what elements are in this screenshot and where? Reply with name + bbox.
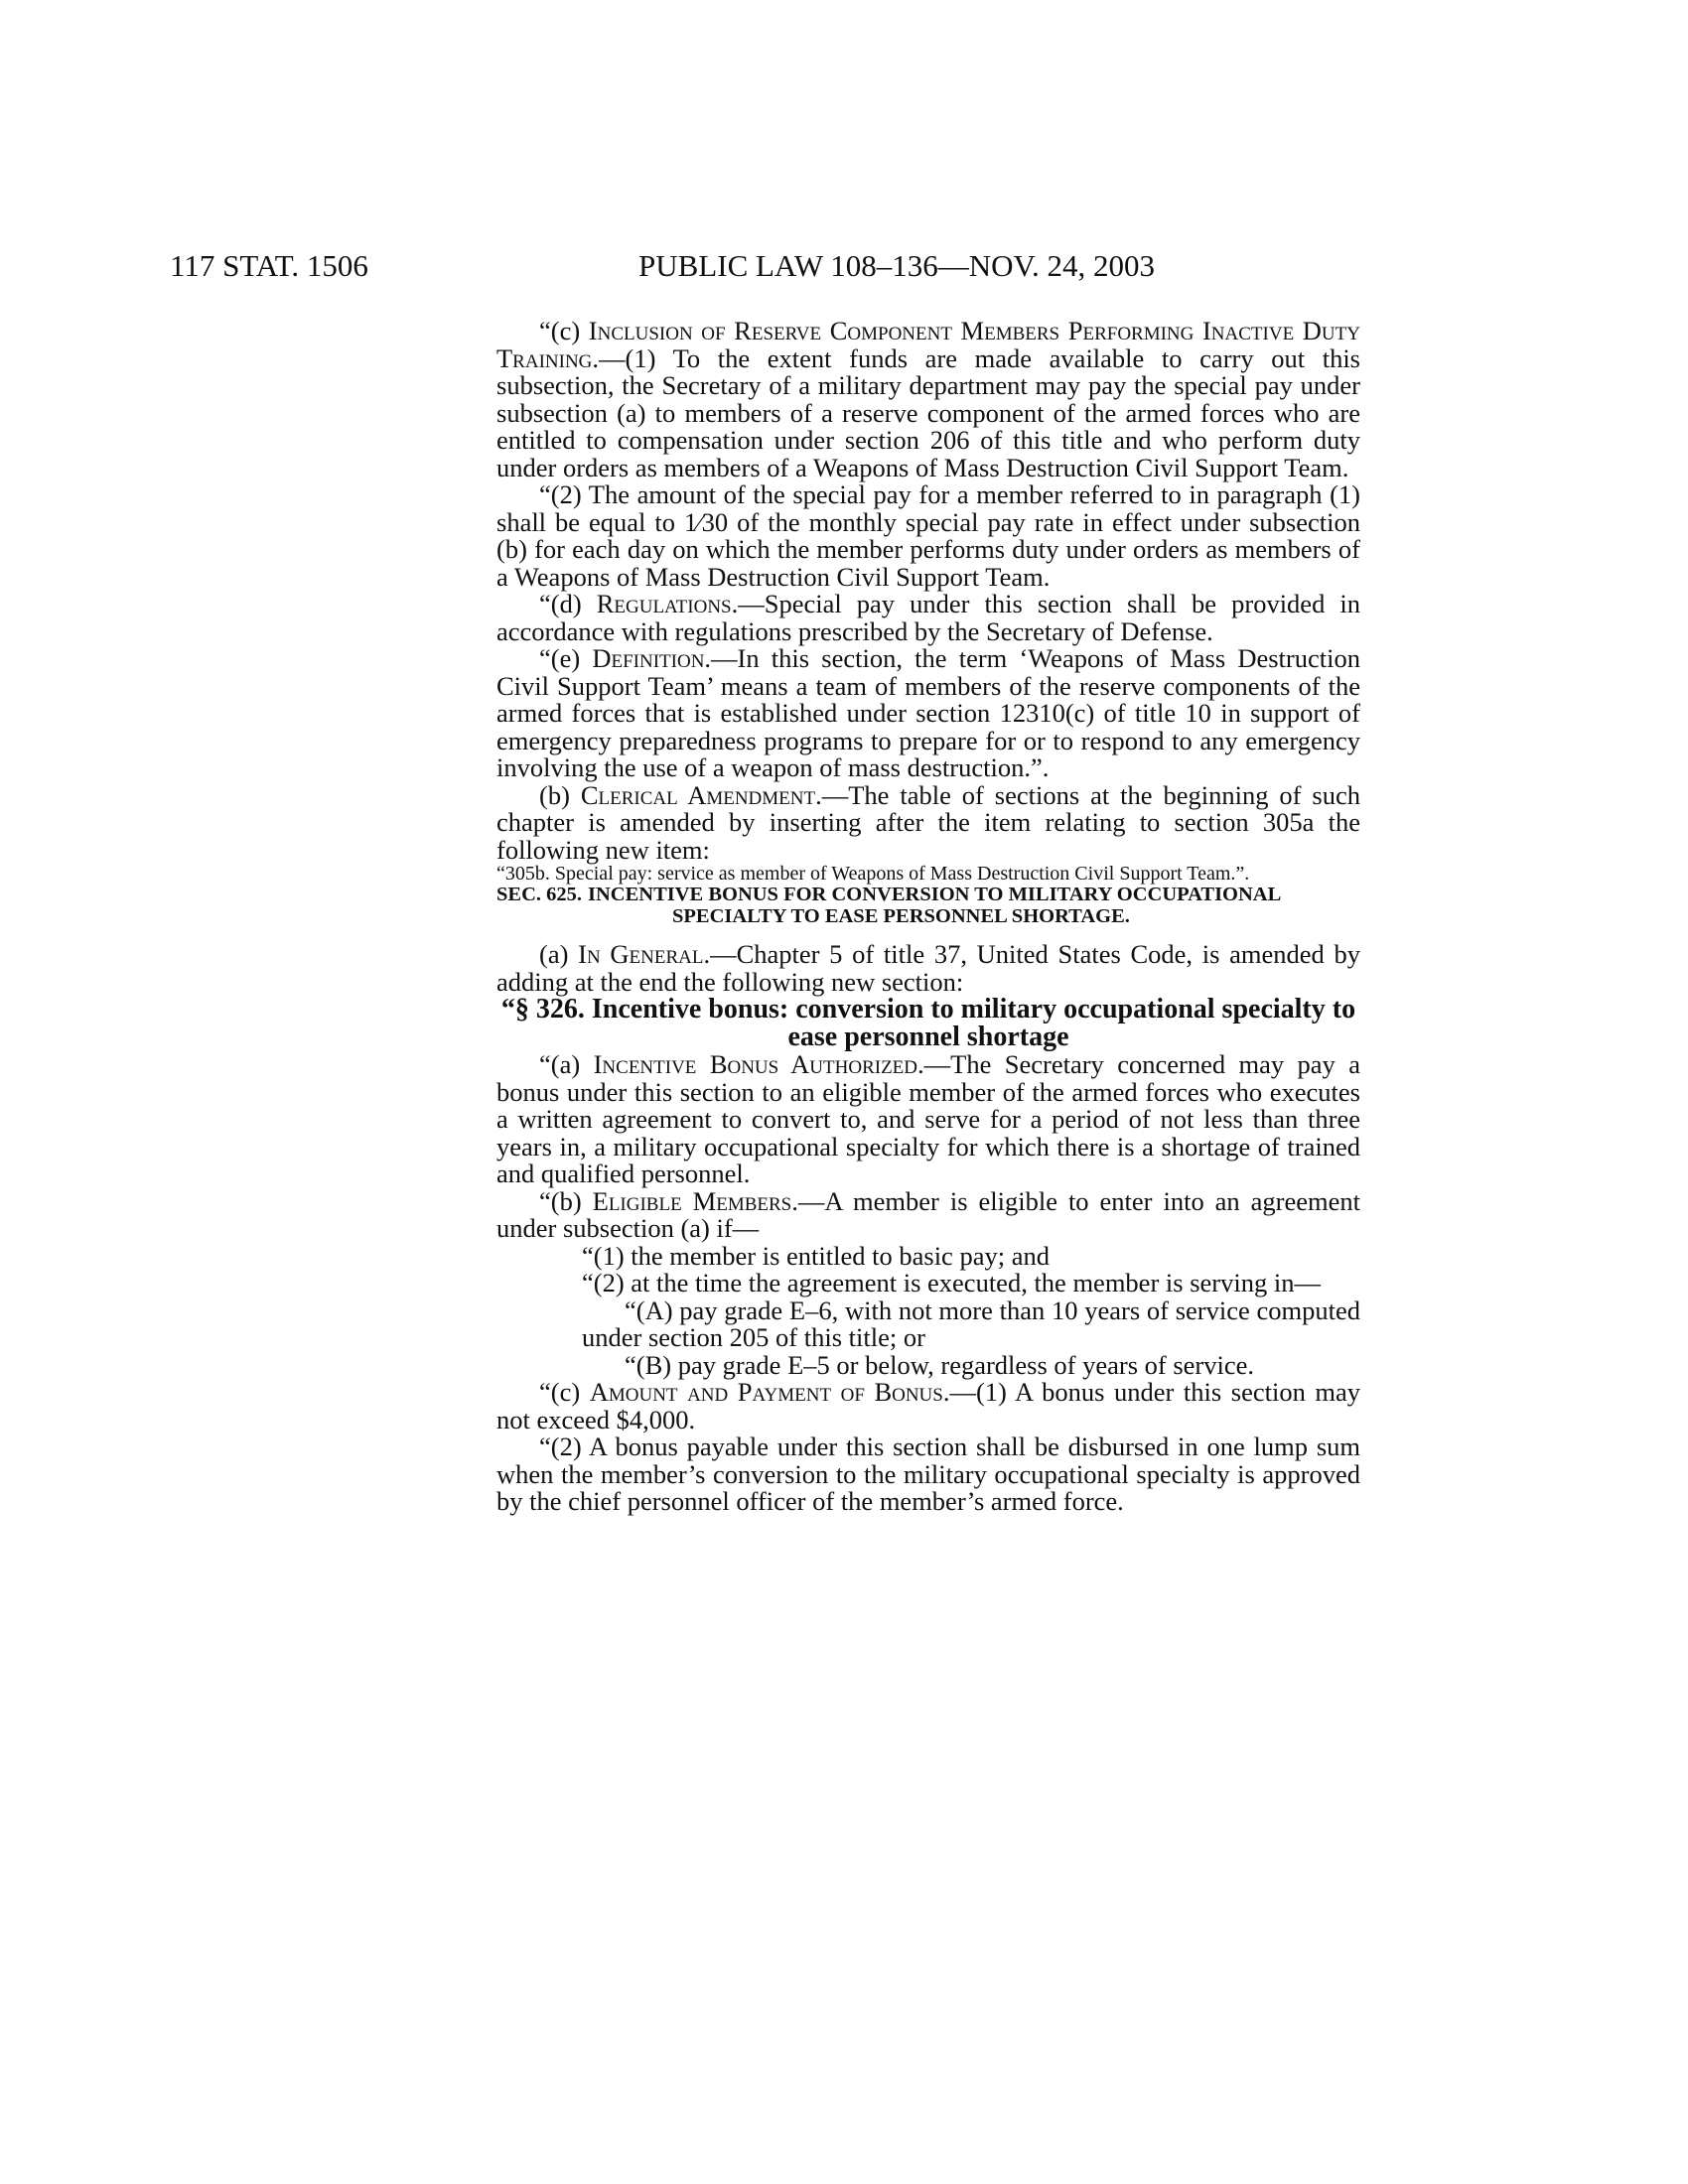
section-625-heading	[496, 884, 1360, 927]
section-625-number: SEC. 625.	[496, 884, 583, 905]
subsection-e-heading: Definition.	[592, 643, 712, 673]
public-law-citation: PUBLIC LAW 108–136—NOV. 24, 2003	[638, 248, 1155, 283]
paragraph-b-2: “(2) at the time the agreement is executed, the member is serving in—	[582, 1268, 1321, 1297]
in-general-heading: In General.	[578, 939, 711, 969]
subsection-d-heading: Regulations.	[596, 589, 739, 618]
paragraph-b-1: “(1) the member is entitled to basic pay; and	[582, 1240, 1050, 1271]
subparagraph-b-2-a: “(A) pay grade E–6, with not more than 10 years of service computed under section 205 of this title; or	[582, 1295, 1360, 1352]
section-326-subsection-a-heading: Incentive Bonus Authorized.	[593, 1049, 924, 1079]
section-326-heading: “§ 326. Incentive bonus: conversion to military occupational specialty to ease personnel shortage	[500, 994, 1356, 1052]
subsection-c-paragraph-2: “(2) The amount of the special pay for a member referred to in paragraph (1) shall be equal to 1⁄30 of the monthly special pay rate in effect under subsection (b) for each day on which the member performs duty under orders as members of a Weapons of Mass Destruction Civil Support Team.	[496, 479, 1360, 592]
statute-page-number: 117 STAT. 1506	[170, 248, 368, 283]
clerical-amendment: (b) Clerical Amendment.—The table of sections at the beginning of such chapter is amended by inserting after the item relating to section 305a the following new item:	[496, 779, 1360, 865]
section-326-subsection-c-heading: Amount and Payment of Bonus.	[589, 1377, 950, 1407]
subparagraph-b-2-b: “(B) pay grade E–5 or below, regardless of years of service.	[625, 1349, 1255, 1380]
section-326-subsection-c-paragraph-2: “(2) A bonus payable under this section shall be disbursed in one lump sum when the member’s conversion to the military occupational specialty is approved by the chief personnel officer of the member’s armed force.	[496, 1432, 1360, 1516]
section-326-subsection-a: “(a) Incentive Bonus Authorized.—The Secretary concerned may pay a bonus under this section to an eligible member of the armed forces who executes a written agreement to convert to, and serve for a period of not less than three years in, a military occupational specialty for which there is a shortage of trained and qualified personnel.	[496, 1049, 1360, 1188]
subsection-c: “(c) Inclusion of Reserve Component Members Performing Inactive Duty Training.—(1) To the extent funds are made available to carry out this subsection, the Secretary of a military department may pay the special pay under subsection (a) to members of a reserve component of the armed forces who are entitled to compensation under section 206 of this title and who perform duty under orders as members of a Weapons of Mass Destruction Civil Support Team.	[496, 316, 1360, 482]
section-326-subsection-b: “(b) Eligible Members.—A member is eligible to enter into an agreement under subsection (a) if—	[496, 1185, 1360, 1243]
section-625-title: INCENTIVE BONUS FOR CONVERSION TO MILITARY OCCUPATIONAL SPECIALTY TO EASE PERSONNEL SHORTAGE.	[588, 884, 1281, 927]
table-of-sections-item: “305b. Special pay: service as member of Weapons of Mass Destruction Civil Support Team.”.	[496, 863, 1250, 885]
clerical-amendment-heading: Clerical Amendment.	[580, 779, 822, 810]
page-header	[0, 246, 1688, 286]
section-326-subsection-c: “(c) Amount and Payment of Bonus.—(1) A bonus under this section may not exceed $4,000.	[496, 1377, 1360, 1434]
in-general: (a) In General.—Chapter 5 of title 37, United States Code, is amended by adding at the end the following new section:	[496, 939, 1360, 997]
section-326-subsection-b-heading: Eligible Members.	[592, 1185, 798, 1216]
subsection-d: “(d) Regulations.—Special pay under this section shall be provided in accordance with regulations prescribed by the Secretary of Defense.	[496, 589, 1360, 646]
fraction-one-thirtieth: 1⁄30	[684, 506, 729, 537]
subsection-c-heading: Inclusion of Reserve Component Members Performing Inactive Duty Training.	[496, 316, 1360, 373]
subsection-e: “(e) Definition.—In this section, the term ‘Weapons of Mass Destruction Civil Support Team’ means a team of members of the reserve components of the armed forces that is established under section 12310(c) of title 10 in support of emergency preparedness programs to prepare for or to respond to any emergency involving the use of a weapon of mass destruction.”.	[496, 643, 1360, 782]
document-body	[496, 318, 1360, 1516]
